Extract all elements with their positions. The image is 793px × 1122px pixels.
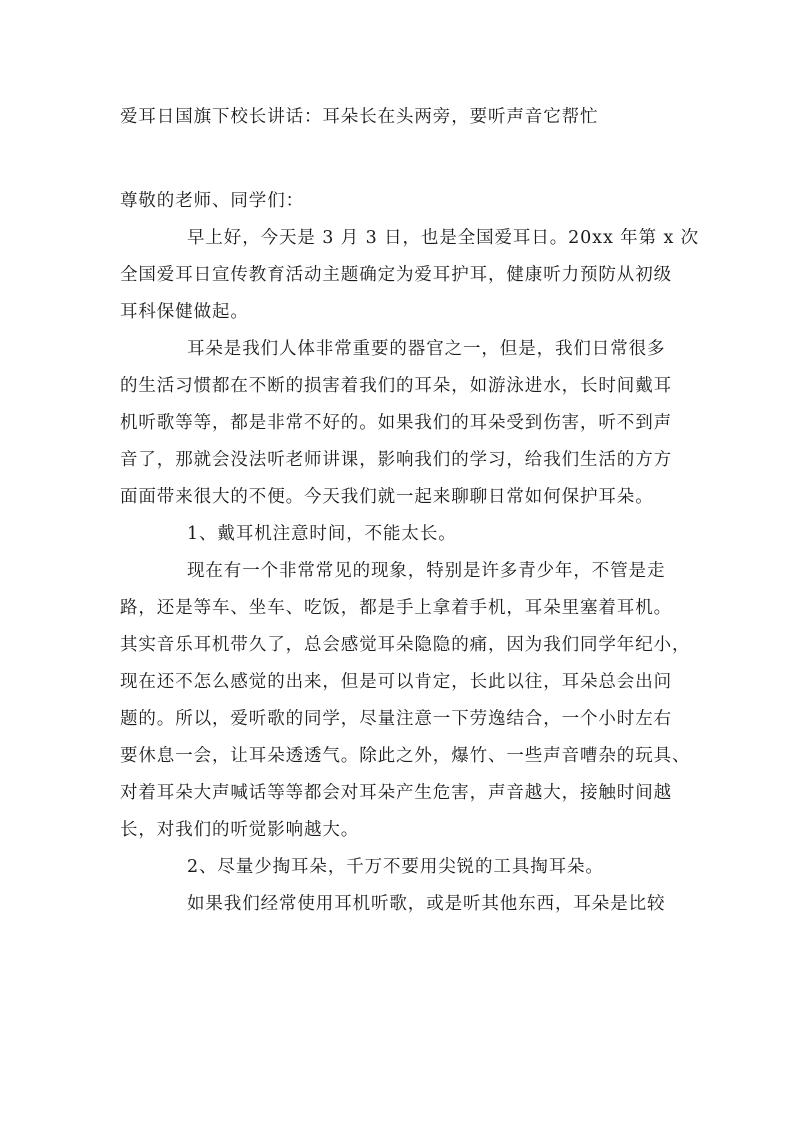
body-line: 面面带来很大的不便。今天我们就一起来聊聊日常如何保护耳朵。 [120, 487, 654, 507]
body-line: 的生活习惯都在不断的损害着我们的耳朵，如游泳进水，长时间戴耳 [120, 376, 672, 396]
body-line: 早上好，今天是 3 月 3 日，也是全国爱耳日。20xx 年第 x 次 [187, 228, 700, 248]
body-line: 路，还是等车、坐车、吃饭，都是手上拿着手机，耳朵里塞着耳机。 [120, 598, 672, 618]
salutation: 尊敬的老师、同学们： [120, 191, 304, 211]
body-line: 题的。所以，爱听歌的同学，尽量注意一下劳逸结合，一个小时左右 [120, 709, 672, 729]
body-line: 音了，那就会没法听老师讲课，影响我们的学习，给我们生活的方方 [120, 450, 672, 470]
section-heading-2: 2、尽量少掏耳朵，千万不要用尖锐的工具掏耳朵。 [187, 857, 604, 877]
body-line: 现在还不怎么感觉的出来，但是可以肯定，长此以往，耳朵总会出问 [120, 672, 672, 692]
body-line: 长，对我们的听觉影响越大。 [120, 820, 360, 840]
body-line: 现在有一个非常常见的现象，特别是许多青少年，不管是走 [187, 561, 666, 581]
section-heading-1: 1、戴耳机注意时间，不能太长。 [187, 524, 457, 544]
body-line: 全国爱耳日宣传教育活动主题确定为爱耳护耳，健康听力预防从初级 [120, 265, 672, 285]
body-line: 对着耳朵大声喊话等等都会对耳朵产生危害，声音越大，接触时间越 [120, 783, 672, 803]
body-line: 要休息一会，让耳朵透透气。除此之外，爆竹、一些声音嘈杂的玩具、 [120, 746, 691, 766]
body-line: 耳朵是我们人体非常重要的器官之一，但是，我们日常很多 [187, 339, 666, 359]
body-line: 其实音乐耳机带久了，总会感觉耳朵隐隐的痛，因为我们同学年纪小， [120, 635, 691, 655]
body-line: 耳科保健做起。 [120, 302, 249, 322]
body-line: 机听歌等等，都是非常不好的。如果我们的耳朵受到伤害，听不到声 [120, 413, 672, 433]
document-title: 爱耳日国旗下校长讲话：耳朵长在头两旁，要听声音它帮忙 [120, 107, 599, 127]
body-line: 如果我们经常使用耳机听歌，或是听其他东西，耳朵是比较 [187, 894, 666, 914]
